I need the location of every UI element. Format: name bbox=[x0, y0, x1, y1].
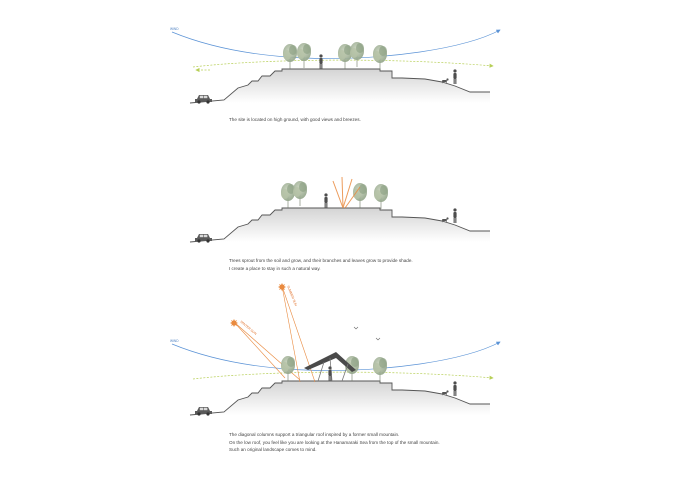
section-1 bbox=[170, 27, 500, 104]
tree-icon bbox=[283, 44, 297, 69]
caption-line: The site is located on high ground, with good views and breezes. bbox=[229, 117, 361, 122]
caption-line: The diagonal columns support a triangular roof inspired by a former small mountain. bbox=[229, 432, 400, 437]
branch-columns bbox=[333, 177, 360, 208]
caption-section-3 bbox=[229, 431, 440, 454]
caption-line: I create a place to stay in such a natural way. bbox=[229, 265, 321, 271]
bird-icon bbox=[354, 327, 358, 329]
person-icon bbox=[453, 208, 456, 223]
summer-sun-label: SUMMER SUN bbox=[286, 284, 298, 307]
tree-icon bbox=[373, 45, 387, 70]
wind-line-1 bbox=[172, 30, 500, 59]
person-icon bbox=[453, 69, 456, 84]
caption-line: Such an original landscape comes to mind. bbox=[229, 447, 317, 453]
bird-icon bbox=[376, 338, 380, 340]
person-icon bbox=[324, 193, 327, 208]
wind-label-3: WIND bbox=[170, 339, 179, 343]
tree-icon bbox=[373, 357, 387, 382]
tree-icon bbox=[338, 44, 352, 69]
tree-icon bbox=[281, 356, 295, 381]
caption-line: Trees sprout from the soil and grow, and their branches and leaves grow to provide shade. bbox=[229, 258, 413, 263]
caption-section-1 bbox=[229, 116, 361, 124]
dog-icon bbox=[442, 78, 449, 83]
section-3 bbox=[170, 283, 500, 416]
person-icon bbox=[453, 381, 456, 396]
caption-line: On the low roof, you feel like you are looking at the Hanamaraki Sea from the top of the small mountain. bbox=[229, 439, 440, 445]
section-2 bbox=[190, 177, 490, 243]
tree-icon bbox=[374, 184, 388, 209]
terrain-3 bbox=[190, 381, 490, 415]
winter-sun-icon bbox=[230, 319, 238, 327]
tree-icon bbox=[297, 43, 311, 68]
person-icon bbox=[319, 54, 322, 69]
tree-icon bbox=[353, 183, 367, 208]
terrain-1 bbox=[190, 69, 490, 103]
person-icon bbox=[328, 366, 331, 381]
caption-section-2 bbox=[229, 257, 413, 272]
wind-label-1: WIND bbox=[170, 27, 179, 31]
tree-icon bbox=[281, 183, 295, 208]
tree-icon bbox=[350, 42, 364, 67]
summer-sun-icon bbox=[278, 283, 286, 291]
tree-icon bbox=[293, 181, 307, 206]
terrain-2 bbox=[190, 208, 490, 242]
dog-icon bbox=[442, 217, 449, 222]
dog-icon bbox=[442, 390, 449, 395]
winter-sun-label: WINTER SUN bbox=[239, 319, 258, 336]
